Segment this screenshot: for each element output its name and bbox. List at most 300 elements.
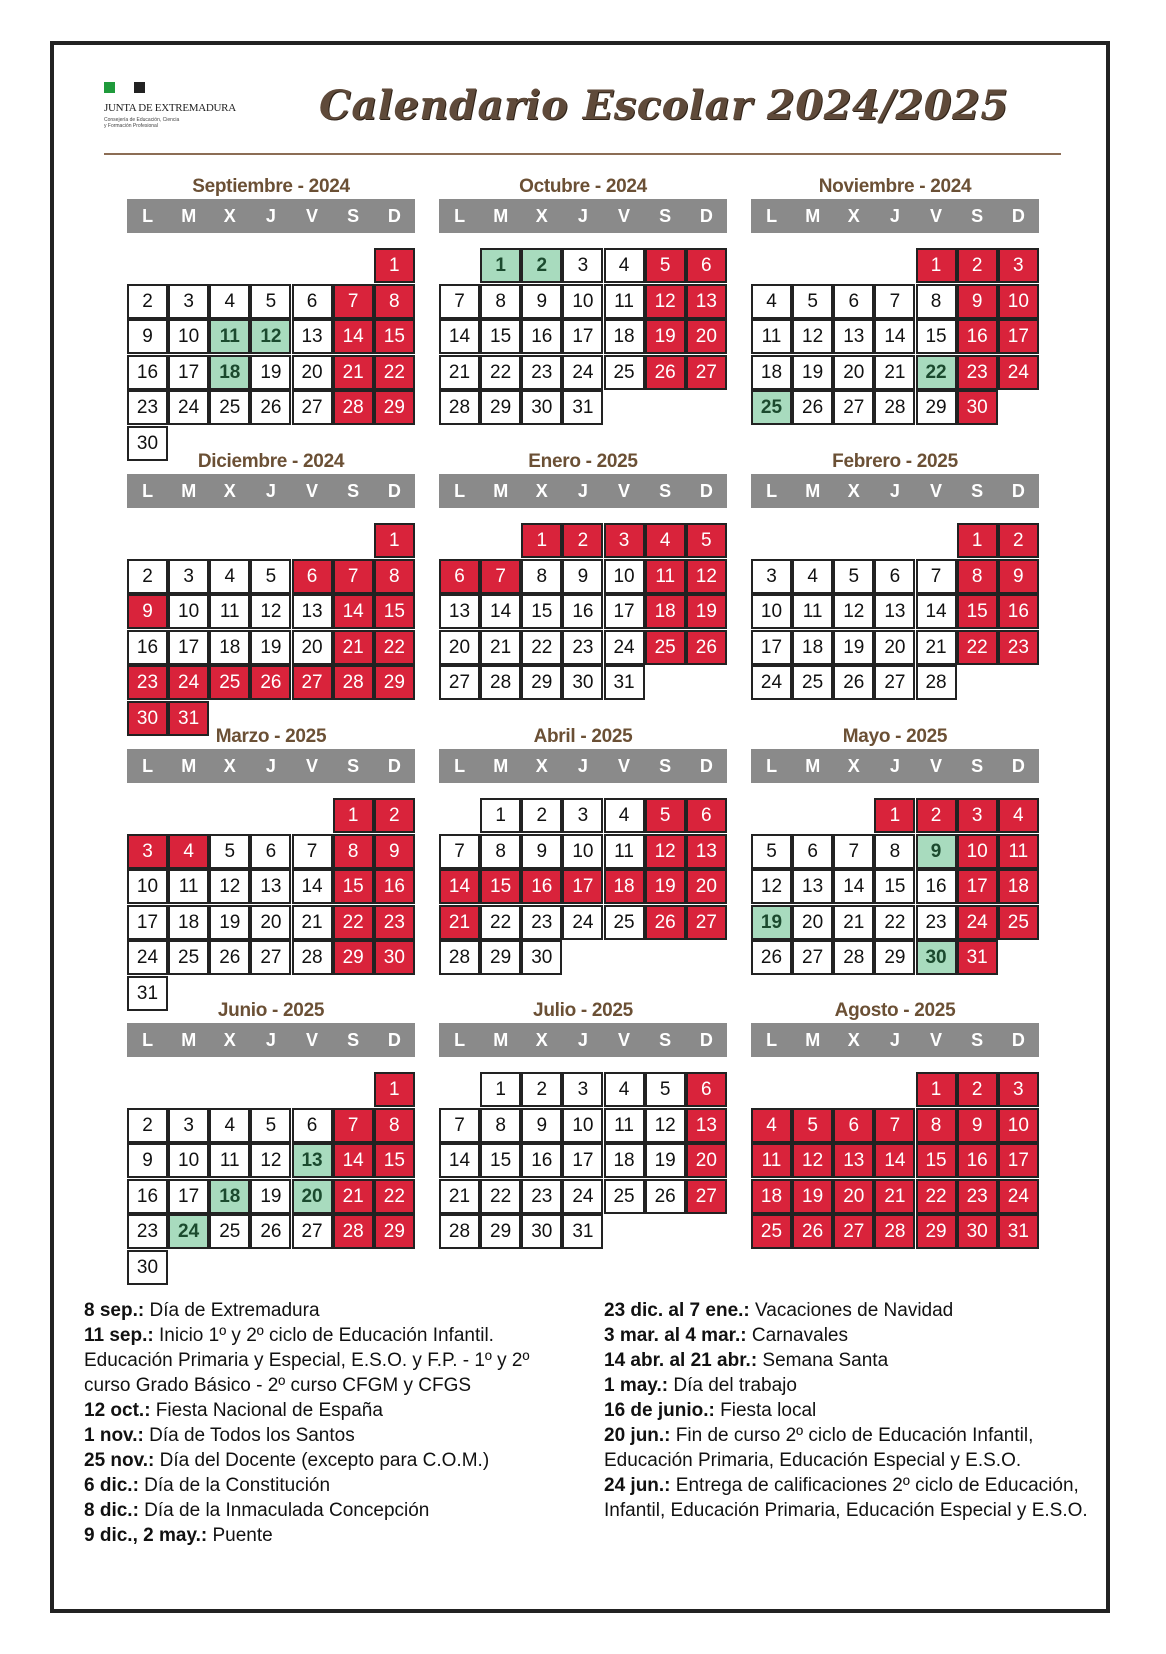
legend-date: 12 oct.: [84,1400,151,1421]
day-cell: 6 [833,284,874,319]
title-divider [104,153,1061,155]
day-cell: 5 [686,523,727,558]
day-cell: 17 [957,869,998,904]
day-cell: 18 [751,355,792,390]
weekday-label: L [142,481,154,501]
day-cell: 4 [792,559,833,594]
day-cell: 28 [874,390,915,425]
day-cell: 18 [209,355,250,390]
day-cell: 22 [480,905,521,940]
day-cell: 15 [480,319,521,354]
day-cell: 18 [604,1143,645,1178]
day-cell: 15 [374,1143,415,1178]
day-cell: 19 [645,319,686,354]
day-cell: 27 [686,905,727,940]
day-cell: 6 [686,1072,727,1107]
legend-entry [604,1398,1094,1423]
day-cell: 20 [792,905,833,940]
day-cell: 5 [645,248,686,283]
legend-text: Entrega de calificaciones 2º ciclo de Educación, Infantil, Educación Primaria, Educación Especial y E.S.O. [604,1475,1088,1521]
day-cell: 18 [168,905,209,940]
day-cell: 24 [168,1214,209,1249]
day-cell: 28 [916,665,957,700]
weekday-label: J [265,756,276,776]
day-cell: 26 [645,1179,686,1214]
weekday-label: J [889,756,900,776]
day-cell: 31 [998,1214,1039,1249]
day-cell: 23 [374,905,415,940]
weekday-header [751,749,1039,783]
day-cell: 4 [209,284,250,319]
day-cell: 25 [209,390,250,425]
day-cell: 2 [127,1108,168,1143]
legend-entry [84,1448,574,1473]
weekday-label: D [699,756,713,776]
day-cell: 12 [751,869,792,904]
day-cell: 7 [874,284,915,319]
day-cell: 13 [833,1143,874,1178]
day-cell: 1 [916,248,957,283]
day-cell: 19 [209,905,250,940]
day-cell: 27 [686,1179,727,1214]
day-cell: 27 [833,390,874,425]
day-cell: 15 [957,594,998,629]
day-cell: 26 [792,1214,833,1249]
weekday-label: L [766,481,778,501]
day-cell: 4 [209,559,250,594]
legend-text: Día de Extremadura [144,1300,320,1321]
day-cell: 18 [998,869,1039,904]
day-cell: 7 [333,284,374,319]
weekday-label: X [535,1030,548,1050]
day-cell: 2 [562,523,603,558]
day-cell: 16 [374,869,415,904]
day-cell: 25 [998,905,1039,940]
day-cell: 22 [374,1179,415,1214]
day-cell: 23 [521,355,562,390]
day-cell: 24 [604,630,645,665]
day-cell: 12 [686,559,727,594]
day-cell: 5 [209,834,250,869]
weekday-label: X [535,206,548,226]
weekday-label: D [387,756,401,776]
day-cell: 8 [333,834,374,869]
weekday-label: D [387,1030,401,1050]
day-cell: 10 [998,284,1039,319]
day-cell: 27 [250,940,291,975]
weekday-label: M [493,756,509,776]
day-cell: 25 [645,630,686,665]
weekday-label: X [223,1030,236,1050]
day-cell: 15 [374,319,415,354]
day-cell: 25 [209,1214,250,1249]
day-cell: 20 [292,1179,333,1214]
day-cell: 2 [957,248,998,283]
day-cell: 12 [250,594,291,629]
day-cell: 12 [250,319,291,354]
day-cell: 4 [604,1072,645,1107]
day-cell: 19 [645,1143,686,1178]
day-cell: 3 [168,559,209,594]
day-cell: 14 [874,319,915,354]
weekday-label: J [265,206,276,226]
weekday-header [127,749,415,783]
day-cell: 23 [127,665,168,700]
day-cell: 11 [209,594,250,629]
day-cell: 14 [874,1143,915,1178]
day-cell: 29 [333,940,374,975]
day-cell: 31 [562,390,603,425]
day-cell: 1 [957,523,998,558]
day-cell: 4 [209,1108,250,1143]
day-cell: 8 [480,834,521,869]
day-cell: 27 [292,665,333,700]
day-cell: 9 [521,1108,562,1143]
day-cell: 23 [521,1179,562,1214]
weekday-label: J [889,481,900,501]
day-cell: 10 [751,594,792,629]
day-cell: 24 [562,355,603,390]
weekday-label: V [618,756,631,776]
day-cell: 29 [480,940,521,975]
day-cell: 3 [168,284,209,319]
day-cell: 19 [250,630,291,665]
day-cell: 1 [374,523,415,558]
day-cell: 25 [209,665,250,700]
weekday-label: S [659,756,672,776]
day-cell: 29 [374,1214,415,1249]
day-cell: 2 [127,284,168,319]
day-cell: 11 [209,1143,250,1178]
day-cell: 25 [604,905,645,940]
day-cell: 1 [874,798,915,833]
day-cell: 16 [127,630,168,665]
day-cell: 14 [916,594,957,629]
day-cell: 29 [916,390,957,425]
day-cell: 18 [604,319,645,354]
day-cell: 5 [250,284,291,319]
day-cell: 13 [292,319,333,354]
weekday-label: M [181,1030,197,1050]
day-cell: 17 [562,869,603,904]
legend-entry [84,1298,574,1323]
day-cell: 1 [521,523,562,558]
day-cell: 6 [833,1108,874,1143]
day-cell: 10 [127,869,168,904]
day-cell: 14 [333,1143,374,1178]
day-cell: 30 [521,390,562,425]
day-cell: 31 [127,976,168,1011]
day-cell: 25 [792,665,833,700]
weekday-header [127,474,415,508]
day-cell: 7 [480,559,521,594]
legend-date: 14 abr. al 21 abr.: [604,1350,758,1371]
day-cell: 31 [562,1214,603,1249]
weekday-label: X [847,206,860,226]
day-cell: 6 [292,284,333,319]
weekday-label: L [454,1030,466,1050]
day-cell: 24 [168,665,209,700]
month-title: Enero - 2025 [528,451,638,472]
day-cell: 8 [480,284,521,319]
day-cell: 9 [374,834,415,869]
day-cell: 13 [250,869,291,904]
day-cell: 13 [292,594,333,629]
day-cell: 26 [645,905,686,940]
day-cell: 1 [480,248,521,283]
day-cell: 4 [604,248,645,283]
weekday-header [751,199,1039,233]
day-cell: 11 [645,559,686,594]
weekday-label: V [618,1030,631,1050]
weekday-header [439,1023,727,1057]
weekday-label: M [181,481,197,501]
weekday-label: S [971,756,984,776]
legend-text: Día de Todos los Santos [143,1425,355,1446]
day-cell: 13 [874,594,915,629]
day-cell: 3 [604,523,645,558]
day-cell: 21 [292,905,333,940]
weekday-header [127,1023,415,1057]
day-cell: 19 [751,905,792,940]
legend-date: 23 dic. al 7 ene.: [604,1300,750,1321]
weekday-label: S [659,1030,672,1050]
day-cell: 30 [916,940,957,975]
day-cell: 5 [250,1108,291,1143]
day-cell: 20 [292,355,333,390]
day-cell: 12 [833,594,874,629]
month-title: Diciembre - 2024 [197,451,345,472]
day-cell: 3 [562,1072,603,1107]
legend-date: 11 sep.: [84,1325,154,1346]
day-cell: 20 [874,630,915,665]
day-cell: 2 [521,798,562,833]
day-cell: 24 [998,355,1039,390]
day-cell: 18 [792,630,833,665]
day-cell: 28 [333,665,374,700]
day-cell: 24 [168,390,209,425]
day-cell: 18 [209,1179,250,1214]
day-cell: 24 [562,1179,603,1214]
day-cell: 8 [480,1108,521,1143]
day-cell: 6 [292,559,333,594]
day-cell: 7 [333,1108,374,1143]
day-cell: 3 [562,248,603,283]
day-cell: 3 [168,1108,209,1143]
day-cell: 28 [333,390,374,425]
day-cell: 7 [916,559,957,594]
month-title: Julio - 2025 [533,1000,633,1021]
junta-logo [104,82,254,132]
day-cell: 20 [250,905,291,940]
day-cell: 15 [480,869,521,904]
day-cell: 3 [998,1072,1039,1107]
day-cell: 18 [209,630,250,665]
day-cell: 27 [439,665,480,700]
day-cell: 23 [916,905,957,940]
day-cell: 15 [480,1143,521,1178]
day-cell: 28 [333,1214,374,1249]
day-cell: 12 [645,834,686,869]
page-title: Calendario Escolar 2024/2025 [319,82,1009,129]
day-cell: 4 [645,523,686,558]
legend-entry [84,1473,574,1498]
day-cell: 2 [957,1072,998,1107]
day-cell: 9 [521,834,562,869]
weekday-label: M [805,1030,821,1050]
month-title: Junio - 2025 [217,1000,325,1021]
legend-entry [604,1423,1094,1473]
day-cell: 10 [168,319,209,354]
day-cell: 6 [250,834,291,869]
day-cell: 9 [127,1143,168,1178]
day-cell: 8 [916,1108,957,1143]
legend-entry [84,1398,574,1423]
day-cell: 7 [439,284,480,319]
day-cell: 8 [374,1108,415,1143]
day-cell: 11 [751,319,792,354]
day-cell: 11 [209,319,250,354]
day-cell: 9 [957,284,998,319]
day-cell: 5 [792,1108,833,1143]
weekday-label: X [535,481,548,501]
day-cell: 10 [168,1143,209,1178]
day-cell: 19 [833,630,874,665]
day-cell: 11 [998,834,1039,869]
day-cell: 10 [604,559,645,594]
legend-date: 20 jun.: [604,1425,671,1446]
day-cell: 22 [916,355,957,390]
day-cell: 8 [916,284,957,319]
logo-green-square [104,82,115,93]
weekday-label: D [387,481,401,501]
weekday-label: S [347,756,360,776]
day-cell: 2 [127,559,168,594]
weekday-label: V [306,206,319,226]
day-cell: 20 [833,1179,874,1214]
day-cell: 16 [521,1143,562,1178]
day-cell: 26 [250,390,291,425]
day-cell: 30 [127,426,168,461]
legend-entry [604,1323,1094,1348]
day-cell: 16 [127,1179,168,1214]
weekday-label: J [577,756,588,776]
day-cell: 12 [792,1143,833,1178]
day-cell: 22 [957,630,998,665]
day-cell: 12 [209,869,250,904]
month-title: Agosto - 2025 [834,1000,956,1021]
weekday-label: M [805,756,821,776]
day-cell: 3 [998,248,1039,283]
legend-text: Inicio 1º y 2º ciclo de Educación Infantil. Educación Primaria y Especial, E.S.O. y F.P. - 1º y 2º curso Grado Básico - 2º curso CFGM y CFGS [84,1325,530,1396]
day-cell: 26 [209,940,250,975]
day-cell: 8 [374,559,415,594]
weekday-header [439,199,727,233]
day-cell: 9 [127,594,168,629]
day-cell: 4 [751,284,792,319]
weekday-label: J [577,1030,588,1050]
day-cell: 3 [751,559,792,594]
legend-date: 9 dic., 2 may.: [84,1525,208,1546]
day-cell: 9 [521,284,562,319]
day-cell: 15 [916,1143,957,1178]
day-cell: 27 [292,390,333,425]
day-cell: 17 [168,1179,209,1214]
day-cell: 19 [250,1179,291,1214]
weekday-label: M [181,756,197,776]
day-cell: 1 [374,248,415,283]
day-cell: 4 [751,1108,792,1143]
day-cell: 31 [168,701,209,736]
weekday-label: S [347,206,360,226]
legend-entry [604,1348,1094,1373]
day-cell: 9 [127,319,168,354]
day-cell: 22 [480,1179,521,1214]
day-cell: 25 [751,390,792,425]
weekday-label: V [306,756,319,776]
day-cell: 29 [874,940,915,975]
day-cell: 3 [562,798,603,833]
day-cell: 28 [439,1214,480,1249]
day-cell: 1 [480,798,521,833]
legend-text: Vacaciones de Navidad [749,1300,954,1321]
weekday-header [127,199,415,233]
legend-date: 8 dic.: [84,1500,139,1521]
legend-entry [84,1323,574,1398]
day-cell: 5 [250,559,291,594]
weekday-header [751,1023,1039,1057]
weekday-label: X [847,1030,860,1050]
day-cell: 17 [562,1143,603,1178]
day-cell: 27 [292,1214,333,1249]
legend-text: Puente [207,1525,273,1546]
day-cell: 29 [916,1214,957,1249]
weekday-label: J [889,206,900,226]
weekday-label: J [265,1030,276,1050]
legend-text: Fiesta local [714,1400,817,1421]
weekday-label: S [971,1030,984,1050]
day-cell: 7 [833,834,874,869]
day-cell: 8 [957,559,998,594]
day-cell: 24 [957,905,998,940]
legend-entry [84,1523,574,1548]
day-cell: 11 [751,1143,792,1178]
day-cell: 1 [480,1072,521,1107]
day-cell: 16 [957,319,998,354]
day-cell: 22 [916,1179,957,1214]
day-cell: 7 [292,834,333,869]
weekday-label: M [493,481,509,501]
weekday-label: S [347,1030,360,1050]
day-cell: 13 [792,869,833,904]
weekday-label: V [306,481,319,501]
weekday-label: M [805,206,821,226]
logo-dark-square [134,82,145,93]
weekday-label: D [387,206,401,226]
month-title: Marzo - 2025 [215,726,327,747]
day-cell: 30 [957,390,998,425]
weekday-label: L [766,756,778,776]
month-title: Mayo - 2025 [842,726,948,747]
legend-text: Fiesta Nacional de España [150,1400,383,1421]
day-cell: 30 [521,1214,562,1249]
day-cell: 17 [998,1143,1039,1178]
legend-date: 8 sep.: [84,1300,145,1321]
day-cell: 14 [439,869,480,904]
day-cell: 17 [168,355,209,390]
weekday-label: M [493,1030,509,1050]
day-cell: 15 [521,594,562,629]
